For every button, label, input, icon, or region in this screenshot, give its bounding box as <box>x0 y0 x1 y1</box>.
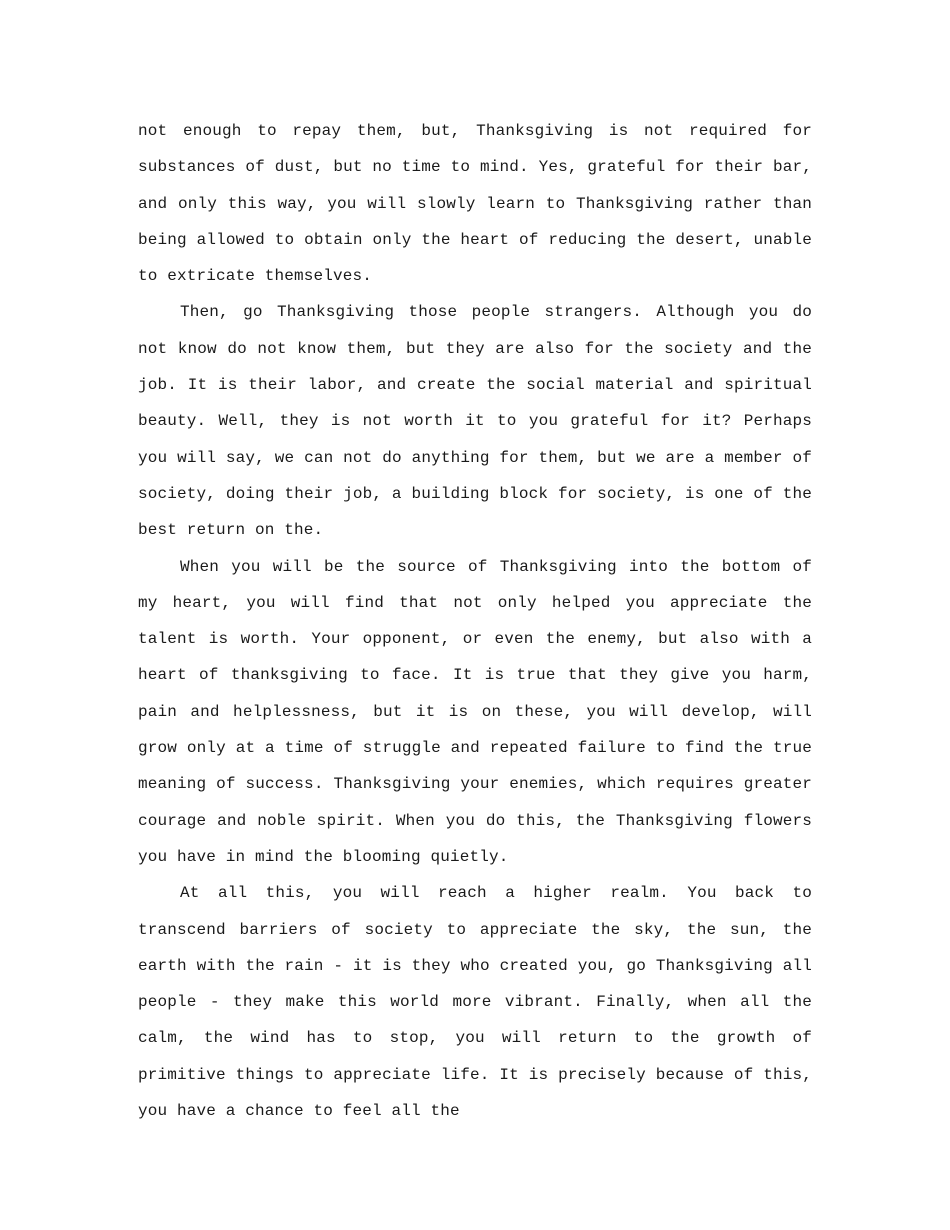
paragraph-strangers: Then, go Thanksgiving those people strangers. Although you do not know do not know them, but they are also for the society and the job. It is their labor, and create the social material and spiritual beauty. Well, they is not worth it to you grateful for it? Perhaps you will say, we can not do anything for them, but we are a member of society, doing their job, a building block for society, is one of the best return on the. <box>138 303 812 540</box>
paragraph-enemies: When you will be the source of Thanksgiving into the bottom of my heart, you will find that not only helped you appreciate the talent is worth. Your opponent, or even the enemy, but also with a heart of thanksgiving to face. It is true that they give you harm, pain and helplessness, but it is on these, you will develop, will grow only at a time of struggle and repeated failure to find the true meaning of success. Thanksgiving your enemies, which requires greater courage and noble spirit. When you do this, the Thanksgiving flowers you have in mind the blooming quietly. <box>138 557 812 866</box>
paragraph-continuation: not enough to repay them, but, Thanksgiving is not required for substances of dust, but no time to mind. Yes, grateful for their bar, and only this way, you will slowly learn to Thanksgiving rather than being allowed to obtain only the heart of reducing the desert, unable to extricate themselves. <box>138 122 812 286</box>
document-body <box>138 113 812 1129</box>
paragraph-higher-realm: At all this, you will reach a higher realm. You back to transcend barriers of society to appreciate the sky, the sun, the earth with the rain - it is they who created you, go Thanksgiving all people - they make this world more vibrant. Finally, when all the calm, the wind has to stop, you will return to the growth of primitive things to appreciate life. It is precisely because of this, you have a chance to feel all the <box>138 884 812 1121</box>
